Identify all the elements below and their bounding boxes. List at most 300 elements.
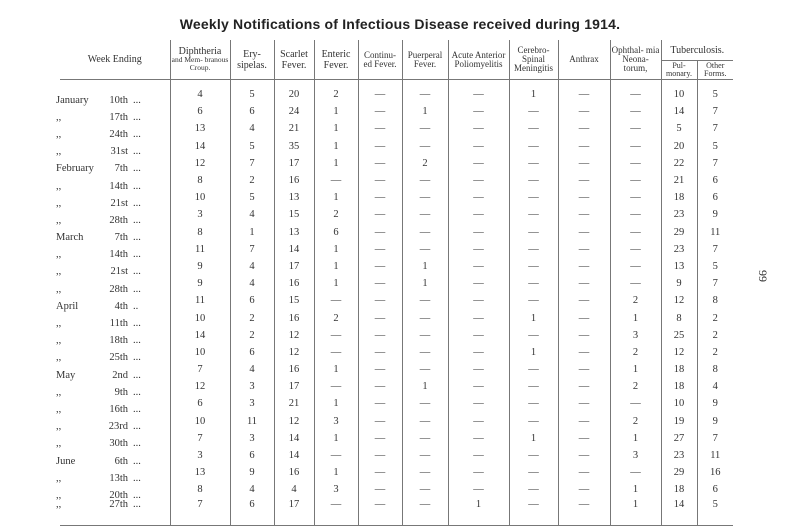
cell-diphtheria: 13 bbox=[170, 464, 230, 481]
week-ending-cell bbox=[56, 361, 170, 381]
cell-continued-fever: — bbox=[358, 189, 402, 206]
page-title: Weekly Notifications of Infectious Disease received during 1914. bbox=[179, 16, 621, 32]
week-day: 21st bbox=[110, 197, 128, 209]
cell-continued-fever: — bbox=[358, 481, 402, 498]
cell-poliomyelitis: — bbox=[448, 464, 509, 481]
cell-enteric-fever: — bbox=[314, 172, 358, 189]
cell-enteric-fever: 1 bbox=[314, 241, 358, 258]
cell-erysipelas: 2 bbox=[230, 309, 274, 326]
week-month: ,, bbox=[56, 386, 62, 398]
week-leader: ... bbox=[133, 489, 141, 501]
header-week-ending: Week Ending bbox=[60, 40, 170, 80]
cell-scarlet-fever: 12 bbox=[274, 344, 314, 361]
week-leader: ... bbox=[133, 498, 141, 510]
cell-ophthalmia: — bbox=[610, 224, 661, 241]
notifications-table bbox=[56, 40, 733, 526]
cell-diphtheria: 6 bbox=[170, 103, 230, 120]
week-month: ,, bbox=[56, 335, 62, 347]
cell-ophthalmia: — bbox=[610, 464, 661, 481]
cell-pulmonary: 29 bbox=[661, 464, 697, 481]
week-leader: ... bbox=[133, 369, 141, 381]
week-month: ,, bbox=[56, 472, 62, 484]
week-month: ,, bbox=[56, 352, 62, 364]
week-leader: ... bbox=[133, 455, 141, 467]
cell-puerperal-fever: — bbox=[402, 361, 448, 378]
cell-anthrax: — bbox=[558, 327, 610, 344]
cell-other-forms: 6 bbox=[697, 172, 733, 189]
cell-poliomyelitis: — bbox=[448, 206, 509, 223]
cell-other-forms: 5 bbox=[697, 258, 733, 275]
cell-pulmonary: 12 bbox=[661, 292, 697, 309]
cell-enteric-fever: 1 bbox=[314, 464, 358, 481]
table-row bbox=[60, 138, 733, 155]
cell-cerebro-spinal: — bbox=[509, 361, 558, 378]
cell-other-forms: 8 bbox=[697, 361, 733, 378]
cell-poliomyelitis: — bbox=[448, 447, 509, 464]
cell-erysipelas: 4 bbox=[230, 481, 274, 498]
cell-anthrax: — bbox=[558, 499, 610, 526]
week-ending-cell bbox=[56, 481, 170, 501]
cell-enteric-fever: 2 bbox=[314, 80, 358, 104]
table-row bbox=[60, 241, 733, 258]
header-cerebro-spinal: Cerebro- Spinal Meningitis bbox=[509, 40, 558, 80]
table-row bbox=[60, 275, 733, 292]
week-day: 4th bbox=[114, 300, 128, 312]
cell-scarlet-fever: 16 bbox=[274, 464, 314, 481]
cell-continued-fever: — bbox=[358, 309, 402, 326]
week-ending-cell bbox=[56, 103, 170, 123]
cell-poliomyelitis: — bbox=[448, 120, 509, 137]
table-row bbox=[60, 464, 733, 481]
cell-anthrax: — bbox=[558, 241, 610, 258]
cell-cerebro-spinal: — bbox=[509, 292, 558, 309]
cell-enteric-fever: 1 bbox=[314, 430, 358, 447]
cell-enteric-fever: 1 bbox=[314, 258, 358, 275]
week-ending-cell bbox=[56, 206, 170, 226]
cell-enteric-fever: 1 bbox=[314, 395, 358, 412]
cell-puerperal-fever: 2 bbox=[402, 155, 448, 172]
cell-puerperal-fever: — bbox=[402, 327, 448, 344]
cell-cerebro-spinal: — bbox=[509, 275, 558, 292]
week-day: 28th bbox=[109, 283, 128, 295]
cell-erysipelas: 4 bbox=[230, 361, 274, 378]
cell-anthrax: — bbox=[558, 275, 610, 292]
cell-cerebro-spinal: — bbox=[509, 120, 558, 137]
cell-other-forms: 6 bbox=[697, 481, 733, 498]
cell-pulmonary: 23 bbox=[661, 241, 697, 258]
week-leader: ... bbox=[133, 352, 141, 364]
cell-poliomyelitis: — bbox=[448, 309, 509, 326]
table-row bbox=[60, 224, 733, 241]
cell-ophthalmia: — bbox=[610, 258, 661, 275]
header-puerperal-fever: Puerperal Fever. bbox=[402, 40, 448, 80]
cell-continued-fever: — bbox=[358, 103, 402, 120]
week-month: February bbox=[56, 163, 94, 175]
cell-anthrax: — bbox=[558, 309, 610, 326]
header-enteric-fever: Enteric Fever. bbox=[314, 40, 358, 80]
cell-poliomyelitis: — bbox=[448, 189, 509, 206]
cell-erysipelas: 3 bbox=[230, 378, 274, 395]
cell-puerperal-fever: — bbox=[402, 344, 448, 361]
cell-poliomyelitis: — bbox=[448, 172, 509, 189]
week-day: 7th bbox=[114, 232, 128, 244]
cell-diphtheria: 8 bbox=[170, 481, 230, 498]
cell-cerebro-spinal: 1 bbox=[509, 344, 558, 361]
cell-enteric-fever: 1 bbox=[314, 361, 358, 378]
cell-other-forms: 7 bbox=[697, 275, 733, 292]
cell-puerperal-fever: 1 bbox=[402, 258, 448, 275]
week-day: 9th bbox=[114, 386, 128, 398]
week-day: 13th bbox=[109, 472, 128, 484]
cell-diphtheria: 10 bbox=[170, 309, 230, 326]
cell-puerperal-fever: — bbox=[402, 309, 448, 326]
cell-cerebro-spinal: — bbox=[509, 103, 558, 120]
cell-anthrax: — bbox=[558, 138, 610, 155]
week-ending-cell bbox=[56, 464, 170, 484]
week-month: ,, bbox=[56, 180, 62, 192]
cell-diphtheria: 9 bbox=[170, 275, 230, 292]
cell-pulmonary: 19 bbox=[661, 413, 697, 430]
week-month: ,, bbox=[56, 498, 62, 510]
cell-poliomyelitis: — bbox=[448, 378, 509, 395]
cell-anthrax: — bbox=[558, 224, 610, 241]
cell-anthrax: — bbox=[558, 103, 610, 120]
cell-erysipelas: 9 bbox=[230, 464, 274, 481]
week-ending-cell bbox=[56, 395, 170, 415]
cell-continued-fever: — bbox=[358, 378, 402, 395]
week-ending-cell bbox=[56, 378, 170, 398]
cell-scarlet-fever: 21 bbox=[274, 395, 314, 412]
week-ending-cell bbox=[56, 224, 170, 244]
cell-anthrax: — bbox=[558, 464, 610, 481]
cell-other-forms: 16 bbox=[697, 464, 733, 481]
cell-ophthalmia: 2 bbox=[610, 413, 661, 430]
cell-other-forms: 5 bbox=[697, 80, 733, 104]
cell-erysipelas: 4 bbox=[230, 258, 274, 275]
cell-puerperal-fever: — bbox=[402, 80, 448, 104]
cell-pulmonary: 13 bbox=[661, 258, 697, 275]
cell-diphtheria: 7 bbox=[170, 361, 230, 378]
cell-cerebro-spinal: — bbox=[509, 138, 558, 155]
cell-scarlet-fever: 20 bbox=[274, 80, 314, 104]
cell-pulmonary: 18 bbox=[661, 361, 697, 378]
week-month: ,, bbox=[56, 489, 62, 501]
week-day: 2nd bbox=[112, 369, 128, 381]
week-day: 31st bbox=[110, 146, 128, 158]
cell-poliomyelitis: — bbox=[448, 344, 509, 361]
cell-poliomyelitis: — bbox=[448, 395, 509, 412]
cell-puerperal-fever: — bbox=[402, 224, 448, 241]
cell-pulmonary: 10 bbox=[661, 80, 697, 104]
cell-ophthalmia: — bbox=[610, 80, 661, 104]
cell-enteric-fever: — bbox=[314, 447, 358, 464]
header-poliomyelitis: Acute Anterior Poliomyelitis bbox=[448, 40, 509, 80]
cell-scarlet-fever: 15 bbox=[274, 292, 314, 309]
cell-diphtheria: 6 bbox=[170, 395, 230, 412]
cell-other-forms: 7 bbox=[697, 155, 733, 172]
table-row bbox=[60, 103, 733, 120]
cell-erysipelas: 7 bbox=[230, 241, 274, 258]
cell-diphtheria: 8 bbox=[170, 172, 230, 189]
cell-scarlet-fever: 17 bbox=[274, 155, 314, 172]
cell-ophthalmia: 3 bbox=[610, 447, 661, 464]
week-month: ,, bbox=[56, 111, 62, 123]
cell-erysipelas: 6 bbox=[230, 292, 274, 309]
cell-poliomyelitis: — bbox=[448, 292, 509, 309]
cell-erysipelas: 7 bbox=[230, 155, 274, 172]
cell-cerebro-spinal: — bbox=[509, 327, 558, 344]
cell-anthrax: — bbox=[558, 395, 610, 412]
cell-puerperal-fever: — bbox=[402, 481, 448, 498]
cell-scarlet-fever: 14 bbox=[274, 241, 314, 258]
table-row bbox=[60, 395, 733, 412]
cell-cerebro-spinal: — bbox=[509, 189, 558, 206]
header-pulmonary: Pul- monary. bbox=[661, 61, 697, 80]
cell-enteric-fever: 3 bbox=[314, 413, 358, 430]
cell-pulmonary: 29 bbox=[661, 224, 697, 241]
cell-poliomyelitis: — bbox=[448, 413, 509, 430]
cell-pulmonary: 21 bbox=[661, 172, 697, 189]
cell-erysipelas: 6 bbox=[230, 344, 274, 361]
cell-continued-fever: — bbox=[358, 361, 402, 378]
cell-poliomyelitis: — bbox=[448, 155, 509, 172]
week-month: ,, bbox=[56, 403, 62, 415]
week-ending-cell bbox=[56, 413, 170, 433]
table-row bbox=[60, 120, 733, 137]
week-ending-cell bbox=[56, 292, 170, 312]
cell-enteric-fever: — bbox=[314, 499, 358, 526]
cell-ophthalmia: 1 bbox=[610, 309, 661, 326]
cell-poliomyelitis: — bbox=[448, 361, 509, 378]
cell-anthrax: — bbox=[558, 361, 610, 378]
week-leader: ... bbox=[133, 128, 141, 140]
cell-puerperal-fever: — bbox=[402, 430, 448, 447]
cell-ophthalmia: — bbox=[610, 241, 661, 258]
week-ending-cell bbox=[56, 138, 170, 158]
cell-scarlet-fever: 17 bbox=[274, 378, 314, 395]
week-leader: ... bbox=[133, 318, 141, 330]
cell-scarlet-fever: 13 bbox=[274, 189, 314, 206]
week-day: 16th bbox=[109, 403, 128, 415]
cell-pulmonary: 18 bbox=[661, 378, 697, 395]
cell-puerperal-fever: — bbox=[402, 138, 448, 155]
cell-pulmonary: 25 bbox=[661, 327, 697, 344]
cell-pulmonary: 12 bbox=[661, 344, 697, 361]
cell-continued-fever: — bbox=[358, 241, 402, 258]
week-ending-cell bbox=[56, 258, 170, 278]
cell-ophthalmia: 3 bbox=[610, 327, 661, 344]
cell-pulmonary: 14 bbox=[661, 103, 697, 120]
table-row bbox=[60, 344, 733, 361]
week-day: 10th bbox=[109, 94, 128, 106]
cell-anthrax: — bbox=[558, 378, 610, 395]
week-month: ,, bbox=[56, 318, 62, 330]
cell-diphtheria: 14 bbox=[170, 327, 230, 344]
cell-diphtheria: 11 bbox=[170, 241, 230, 258]
cell-continued-fever: — bbox=[358, 430, 402, 447]
week-ending-cell bbox=[56, 189, 170, 209]
cell-cerebro-spinal: 1 bbox=[509, 430, 558, 447]
cell-erysipelas: 1 bbox=[230, 224, 274, 241]
cell-continued-fever: — bbox=[358, 499, 402, 526]
table-row bbox=[60, 481, 733, 498]
week-month: June bbox=[56, 455, 76, 467]
header-scarlet-fever: Scarlet Fever. bbox=[274, 40, 314, 80]
cell-puerperal-fever: 1 bbox=[402, 378, 448, 395]
cell-continued-fever: — bbox=[358, 275, 402, 292]
table-row bbox=[60, 378, 733, 395]
cell-anthrax: — bbox=[558, 189, 610, 206]
week-leader: ... bbox=[133, 421, 141, 433]
cell-cerebro-spinal: — bbox=[509, 172, 558, 189]
week-month: ,, bbox=[56, 266, 62, 278]
cell-anthrax: — bbox=[558, 155, 610, 172]
cell-anthrax: — bbox=[558, 292, 610, 309]
cell-pulmonary: 9 bbox=[661, 275, 697, 292]
header-tuberculosis: Tuberculosis. bbox=[661, 40, 733, 61]
cell-cerebro-spinal: — bbox=[509, 258, 558, 275]
cell-anthrax: — bbox=[558, 447, 610, 464]
cell-other-forms: 6 bbox=[697, 189, 733, 206]
week-leader: ... bbox=[133, 438, 141, 450]
cell-puerperal-fever: — bbox=[402, 447, 448, 464]
cell-scarlet-fever: 4 bbox=[274, 481, 314, 498]
week-month: January bbox=[56, 94, 89, 106]
cell-ophthalmia: 2 bbox=[610, 344, 661, 361]
table-row bbox=[60, 80, 733, 104]
cell-ophthalmia: 1 bbox=[610, 481, 661, 498]
cell-diphtheria: 8 bbox=[170, 224, 230, 241]
cell-diphtheria: 7 bbox=[170, 430, 230, 447]
cell-continued-fever: — bbox=[358, 138, 402, 155]
cell-pulmonary: 8 bbox=[661, 309, 697, 326]
cell-pulmonary: 20 bbox=[661, 138, 697, 155]
cell-ophthalmia: — bbox=[610, 275, 661, 292]
cell-continued-fever: — bbox=[358, 224, 402, 241]
cell-puerperal-fever: — bbox=[402, 464, 448, 481]
cell-enteric-fever: 1 bbox=[314, 189, 358, 206]
cell-cerebro-spinal: — bbox=[509, 447, 558, 464]
cell-poliomyelitis: — bbox=[448, 481, 509, 498]
cell-enteric-fever: — bbox=[314, 378, 358, 395]
cell-other-forms: 2 bbox=[697, 309, 733, 326]
cell-poliomyelitis: — bbox=[448, 80, 509, 104]
cell-anthrax: — bbox=[558, 413, 610, 430]
cell-enteric-fever: 2 bbox=[314, 309, 358, 326]
cell-diphtheria: 7 bbox=[170, 499, 230, 526]
week-ending-cell bbox=[56, 498, 170, 526]
week-day: 23rd bbox=[108, 421, 128, 433]
week-leader: ... bbox=[133, 232, 141, 244]
cell-poliomyelitis: — bbox=[448, 430, 509, 447]
cell-erysipelas: 6 bbox=[230, 499, 274, 526]
cell-enteric-fever: 1 bbox=[314, 155, 358, 172]
cell-enteric-fever: 2 bbox=[314, 206, 358, 223]
cell-scarlet-fever: 16 bbox=[274, 361, 314, 378]
week-leader: .. bbox=[133, 300, 139, 312]
cell-continued-fever: — bbox=[358, 395, 402, 412]
cell-cerebro-spinal: — bbox=[509, 481, 558, 498]
cell-enteric-fever: — bbox=[314, 292, 358, 309]
cell-other-forms: 7 bbox=[697, 103, 733, 120]
week-month: ,, bbox=[56, 146, 62, 158]
cell-anthrax: — bbox=[558, 120, 610, 137]
cell-continued-fever: — bbox=[358, 206, 402, 223]
week-month: ,, bbox=[56, 438, 62, 450]
week-day: 24th bbox=[109, 128, 128, 140]
week-leader: ... bbox=[133, 335, 141, 347]
cell-ophthalmia: 2 bbox=[610, 292, 661, 309]
week-ending-cell bbox=[56, 327, 170, 347]
cell-continued-fever: — bbox=[358, 464, 402, 481]
cell-erysipelas: 3 bbox=[230, 430, 274, 447]
cell-scarlet-fever: 16 bbox=[274, 309, 314, 326]
cell-puerperal-fever: — bbox=[402, 395, 448, 412]
week-ending-cell bbox=[56, 309, 170, 330]
cell-pulmonary: 23 bbox=[661, 206, 697, 223]
cell-scarlet-fever: 13 bbox=[274, 224, 314, 241]
week-month: ,, bbox=[56, 249, 62, 261]
cell-continued-fever: — bbox=[358, 327, 402, 344]
week-leader: ... bbox=[133, 111, 141, 123]
cell-anthrax: — bbox=[558, 481, 610, 498]
cell-erysipelas: 5 bbox=[230, 138, 274, 155]
cell-pulmonary: 5 bbox=[661, 120, 697, 137]
week-leader: ... bbox=[133, 403, 141, 415]
week-day: 14th bbox=[109, 249, 128, 261]
cell-erysipelas: 6 bbox=[230, 447, 274, 464]
cell-other-forms: 5 bbox=[697, 138, 733, 155]
week-day: 25th bbox=[109, 352, 128, 364]
cell-diphtheria: 13 bbox=[170, 120, 230, 137]
cell-anthrax: — bbox=[558, 344, 610, 361]
header-erysipelas: Ery- sipelas. bbox=[230, 40, 274, 80]
header-anthrax: Anthrax bbox=[558, 40, 610, 80]
cell-erysipelas: 3 bbox=[230, 395, 274, 412]
header-diphtheria bbox=[170, 40, 230, 80]
cell-poliomyelitis: — bbox=[448, 275, 509, 292]
week-leader: ... bbox=[133, 266, 141, 278]
week-month: ,, bbox=[56, 421, 62, 433]
cell-ophthalmia: — bbox=[610, 172, 661, 189]
week-leader: ... bbox=[133, 94, 141, 106]
table-row bbox=[60, 361, 733, 378]
cell-scarlet-fever: 17 bbox=[274, 258, 314, 275]
table-row bbox=[60, 258, 733, 275]
cell-other-forms: 2 bbox=[697, 344, 733, 361]
cell-enteric-fever: — bbox=[314, 344, 358, 361]
cell-poliomyelitis: — bbox=[448, 241, 509, 258]
cell-erysipelas: 11 bbox=[230, 413, 274, 430]
cell-continued-fever: — bbox=[358, 344, 402, 361]
cell-poliomyelitis: — bbox=[448, 224, 509, 241]
cell-poliomyelitis: — bbox=[448, 327, 509, 344]
cell-scarlet-fever: 17 bbox=[274, 499, 314, 526]
week-day: 6th bbox=[114, 455, 128, 467]
week-month: ,, bbox=[56, 197, 62, 209]
table-row bbox=[60, 292, 733, 309]
cell-cerebro-spinal: — bbox=[509, 241, 558, 258]
cell-ophthalmia: — bbox=[610, 120, 661, 137]
cell-erysipelas: 5 bbox=[230, 80, 274, 104]
cell-enteric-fever: 3 bbox=[314, 481, 358, 498]
cell-scarlet-fever: 21 bbox=[274, 120, 314, 137]
cell-diphtheria: 9 bbox=[170, 258, 230, 275]
table-body bbox=[56, 80, 733, 526]
cell-pulmonary: 18 bbox=[661, 189, 697, 206]
table-row bbox=[60, 327, 733, 344]
week-day: 21st bbox=[110, 266, 128, 278]
